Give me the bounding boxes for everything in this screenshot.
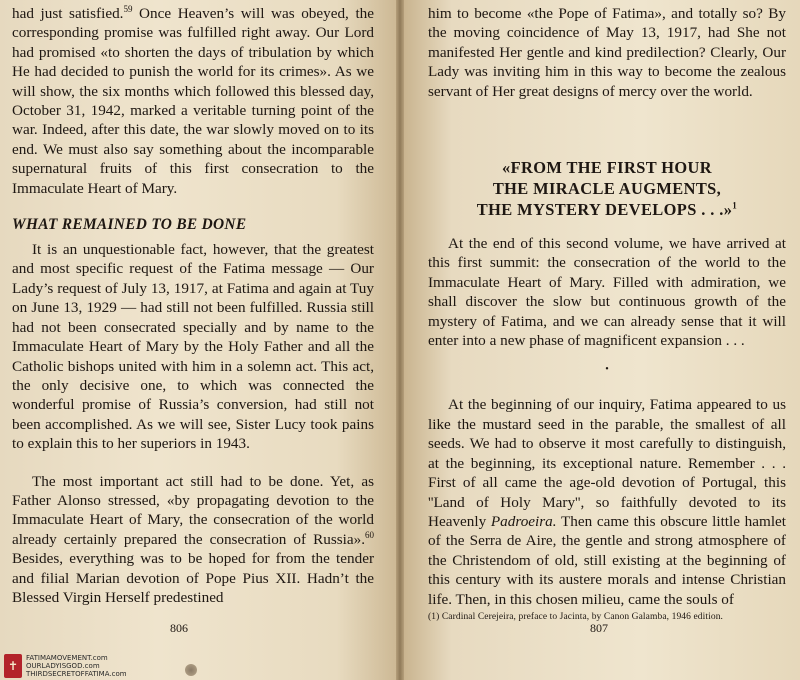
left-paragraph-2: It is an unquestionable fact, however, that the greatest and most specific request of the Fatima message — Our Lady’s request of July 13, 1917, at Fatima and again at Tuy on June 13, 1929 — had still not been fulfilled. Russia still had not been consecrated specially and by name to the Immaculate Heart of Mary by the Holy Father and all the Catholic bishops united with him in a solemn act. This act, the only decisive one, to which was connected the wonderful promise of Russia’s conversion, had still not been accomplished. As we will see, Sister Lucy took pains to explain this to her superiors in 1943. [12,241,374,453]
right-paragraph-3: At the beginning of our inquiry, Fatima appeared to us like the mustard seed in the parable, the smallest of all seeds. We had to observe it most carefully to distinguish, at the beginning, its exceptional nature. Remember . . . First of all came the age-old devotion of Portugal, this ''Land of Holy Mary'', so faithfully devoted to its Heavenly Padroeira. Then came this obscure little hamlet of the Serra de Aire, the gentle and strong atmosphere of the Christendom of old, still existing at the beginning of this century with its austere morals and intense Christian life. Then, in this chosen milieu, came the souls of [428,396,786,608]
fatima-logo-icon: ✝ [4,654,22,678]
chapter-footnote-ref: 1 [732,200,738,211]
right-paragraph-2: At the end of this second volume, we have arrived at this first summit: the consecration of the world to the Immaculate Heart of Mary. Filled with admiration, we shall discover the slow but continuous growth of the mystery of Fatima, and we can already sense that it will enter into a new phase of magnificent expansion . . . [428,235,786,350]
page-number-left: 806 [170,621,188,635]
page-number-right: 807 [590,621,608,635]
footnote-1: (1) Cardinal Cerejeira, preface to Jacinta, by Canon Galamba, 1946 edition. [428,612,724,622]
left-page [0,0,396,680]
left-paragraph-1: had just satisfied.$^{59}$ Once Heaven’s will was obeyed, the corresponding promise was fulfilled right away. Our Lord had promised «to shorten the days of tribulation by which He had decided to punish the world for its crimes». As we will show, the six months which followed this blessed day, October 31, 1942, marked a veritable turning point of the war. Indeed, after this date, the war slowly moved on to its end. We must also say something about the incomparable supernatural fruits of this first consecration to the Immaculate Heart of Mary. [12,3,375,197]
chapter-heading-line-3: THE MYSTERY DEVELOPS . . .» [476,200,733,220]
chapter-heading-line-1: «FROM THE FIRST HOUR [501,158,713,178]
section-ornament: • [605,364,609,376]
binding-emblem-icon [185,664,197,676]
section-subheading: WHAT REMAINED TO BE DONE [12,216,247,234]
watermark-text: FATIMAMOVEMENT.com OURLADYISGOD.com THIRDSECRETOFFATIMA.com [26,654,127,678]
left-paragraph-3: The most important act still had to be done. Yet, as Father Alonso stressed, «by propagating devotion to the Immaculate Heart of Mary, the consecration of the world already certainly prepared the consecration of Russia».$^{60}$ Besides, everything was to be hoped for from the tender and filial Marian devotion of Pope Pius XII. Hadn’t the Blessed Virgin Herself predestined [12,472,374,606]
site-watermark [4,654,127,678]
right-page [404,0,800,680]
chapter-heading-line-2: THE MIRACLE AUGMENTS, [492,179,722,199]
book-gutter [396,0,404,680]
footnote-ref-60: 60 [365,529,374,540]
footnote-ref-59: 59 [123,3,133,14]
right-paragraph-1: him to become «the Pope of Fatima», and totally so? By the moving coincidence of May 13, 1917, had She not manifested Her gentle and kind predilection? Clearly, Our Lady was inviting him in this way to become the zealous servant of Her great designs of mercy over the world. [428,5,786,100]
chapter-heading [428,157,786,220]
